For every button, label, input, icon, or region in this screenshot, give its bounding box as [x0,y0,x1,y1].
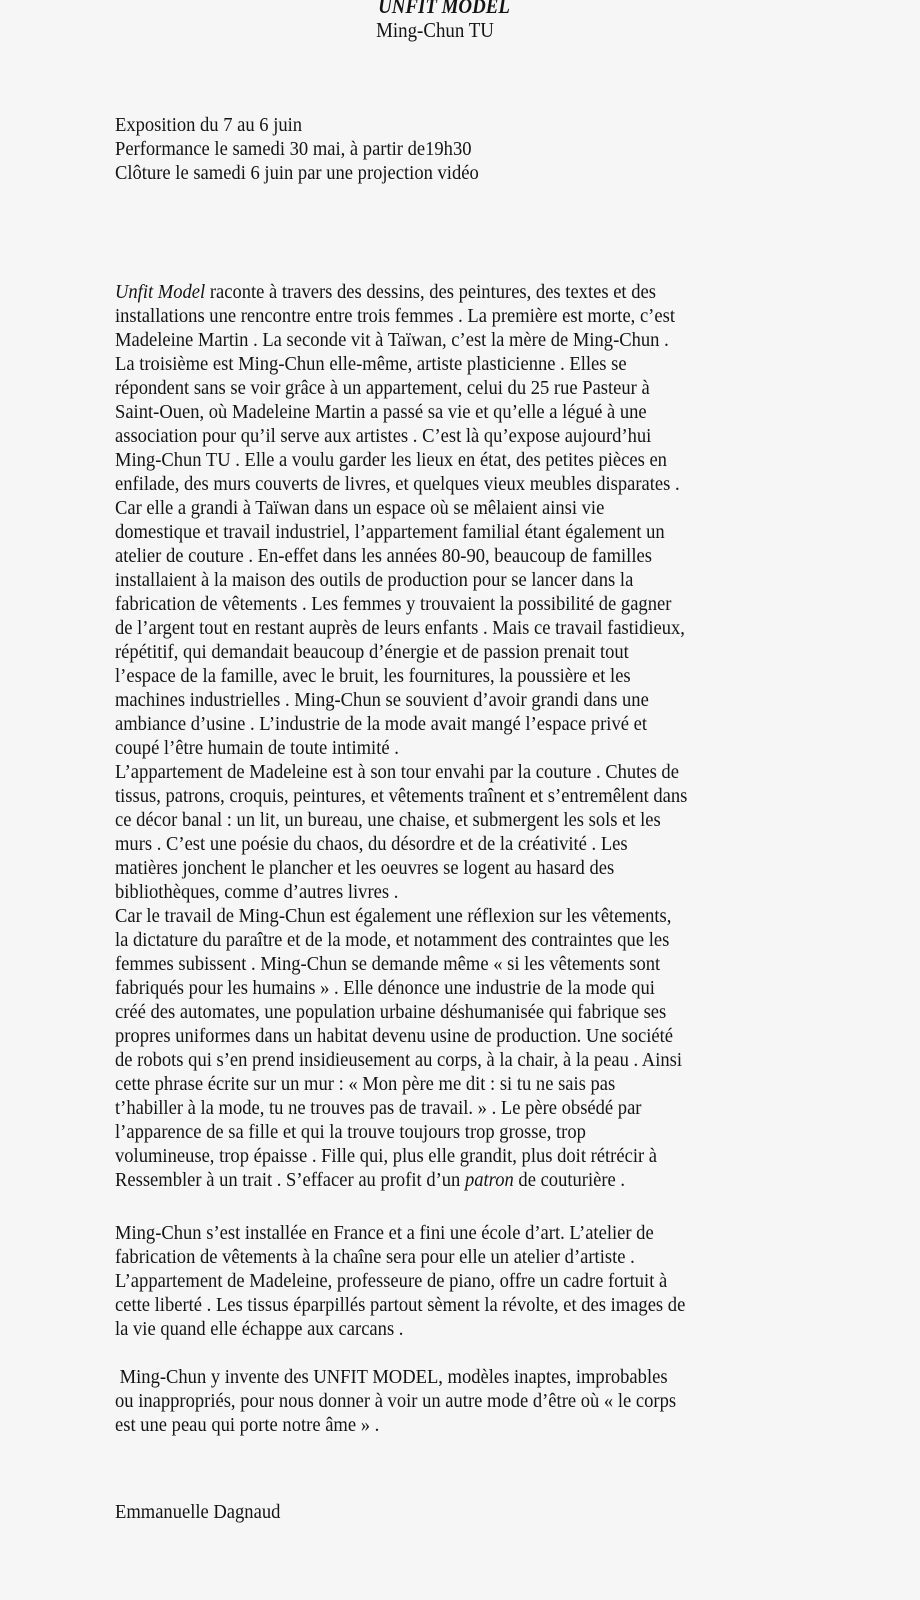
text-line: domestique et travail industriel, l’appartement familial étant également un [115,521,665,543]
text-line: tissus, patrons, croquis, peintures, et vêtements traînent et s’entremêlent dans [115,785,688,807]
text-line: l’apparence de sa fille et qui la trouve toujours trop grosse, trop [115,1121,586,1143]
main-paragraph [115,280,875,1192]
text-line: fabrication de vêtements à la chaîne sera pour elle un atelier d’artiste . [115,1246,635,1268]
text-line: de l’argent tout en restant auprès de leurs enfants . Mais ce travail fastidieux, [115,617,685,639]
text-line: L’appartement de Madeleine est à son tour envahi par la couture . Chutes de [115,761,679,783]
text-line: cette liberté . Les tissus éparpillés partout sèment la révolte, et des images de [115,1294,686,1316]
text-line: la vie quand elle échappe aux carcans . [115,1318,404,1340]
text-line: répétitif, qui demandait beaucoup d’énergie et de passion prenait tout [115,641,629,663]
text-line: créé des automates, une population urbaine déshumanisée qui fabrique ses [115,1001,667,1023]
patron-italic: patron [464,1169,514,1191]
text-line: est une peau qui porte notre âme » . [115,1414,380,1436]
exhibition-dates: Exposition du 7 au 6 juin [115,114,303,136]
text-line: répondent sans se voir grâce à un appartement, celui du 25 rue Pasteur à [115,377,650,399]
text-line: Ming-Chun y invente des UNFIT MODEL, modèles inaptes, improbables [115,1366,668,1388]
text-line: ambiance d’usine . L’industrie de la mode avait mangé l’espace privé et [115,713,647,735]
text-line: coupé l’être humain de toute intimité . [115,737,399,759]
text-line: bibliothèques, comme d’autres livres . [115,881,399,903]
text-line: atelier de couture . En-effet dans les années 80-90, beaucoup de familles [115,545,652,567]
text-line: t’habiller à la mode, tu ne trouves pas de travail. » . Le père obsédé par [115,1097,642,1119]
document-title: UNFIT MODEL [378,0,510,18]
artist-name: Ming-Chun TU [376,18,494,42]
text-line: installations une rencontre entre trois femmes . La première est morte, c’est [115,305,675,327]
text-line: cette phrase écrite sur un mur : « Mon père me dit : si tu ne sais pas [115,1073,616,1095]
text-line: fabriqués pour les humains » . Elle dénonce une industrie de la mode qui [115,977,655,999]
closing-date: Clôture le samedi 6 juin par une projection vidéo [115,162,479,184]
text-line: Car elle a grandi à Taïwan dans un espace où se mêlaient ainsi vie [115,497,605,519]
event-info [115,113,875,185]
text-line: l’espace de la famille, avec le bruit, les fournitures, la poussière et les [115,665,631,687]
text-line: enfilade, des murs couverts de livres, et quelques vieux meubles disparates . [115,473,680,495]
text-line: machines industrielles . Ming-Chun se souvient d’avoir grandi dans une [115,689,649,711]
third-paragraph [115,1365,875,1437]
text-line: installaient à la maison des outils de production pour se lancer dans la [115,569,634,591]
text-line: ce décor banal : un lit, un bureau, une chaise, et submergent les sols et les [115,809,661,831]
text-line: de robots qui s’en prend insidieusement au corps, à la chair, à la peau . Ainsi [115,1049,683,1071]
second-paragraph [115,1221,875,1341]
signature [115,1500,875,1524]
text-line: L’appartement de Madeleine, professeure de piano, offre un cadre fortuit à [115,1270,668,1292]
text-line: matières jonchent le plancher et les oeuvres se logent au hasard des [115,857,615,879]
text-line: la dictature du paraître et de la mode, et notamment des contraintes que les [115,929,670,951]
text-line: Unfit Model raconte à travers des dessins, des peintures, des textes et des [115,281,656,303]
text-line: Madeleine Martin . La seconde vit à Taïwan, c’est la mère de Ming-Chun . [115,329,669,351]
text-line: murs . C’est une poésie du chaos, du désordre et de la créativité . Les [115,833,628,855]
text-line: Ming-Chun TU . Elle a voulu garder les lieux en état, des petites pièces en [115,449,667,471]
text-line: fabrication de vêtements . Les femmes y trouvaient la possibilité de gagner [115,593,672,615]
text-line: volumineuse, trop épaisse . Fille qui, plus elle grandit, plus doit rétrécir à [115,1145,658,1167]
work-title-italic: Unfit Model [115,281,206,303]
text-line: La troisième est Ming-Chun elle-même, artiste plasticienne . Elles se [115,353,627,375]
author-name: Emmanuelle Dagnaud [115,1501,281,1523]
text-line: Ming-Chun s’est installée en France et a fini une école d’art. L’atelier de [115,1222,654,1244]
text-line: Saint-Ouen, où Madeleine Martin a passé sa vie et qu’elle a légué à une [115,401,647,423]
text-line: Ressembler à un trait . S’effacer au profit d’un patron de couturière . [115,1169,626,1191]
text-line: Car le travail de Ming-Chun est également une réflexion sur les vêtements, [115,905,672,927]
text-line: propres uniformes dans un habitat devenu usine de production. Une société [115,1025,673,1047]
text-line: femmes subissent . Ming-Chun se demande même « si les vêtements sont [115,953,661,975]
performance-date: Performance le samedi 30 mai, à partir de19h30 [115,138,472,160]
text-line: ou inappropriés, pour nous donner à voir un autre mode d’être où « le corps [115,1390,677,1412]
text-line: association pour qu’il serve aux artistes . C’est là qu’expose aujourd’hui [115,425,652,447]
